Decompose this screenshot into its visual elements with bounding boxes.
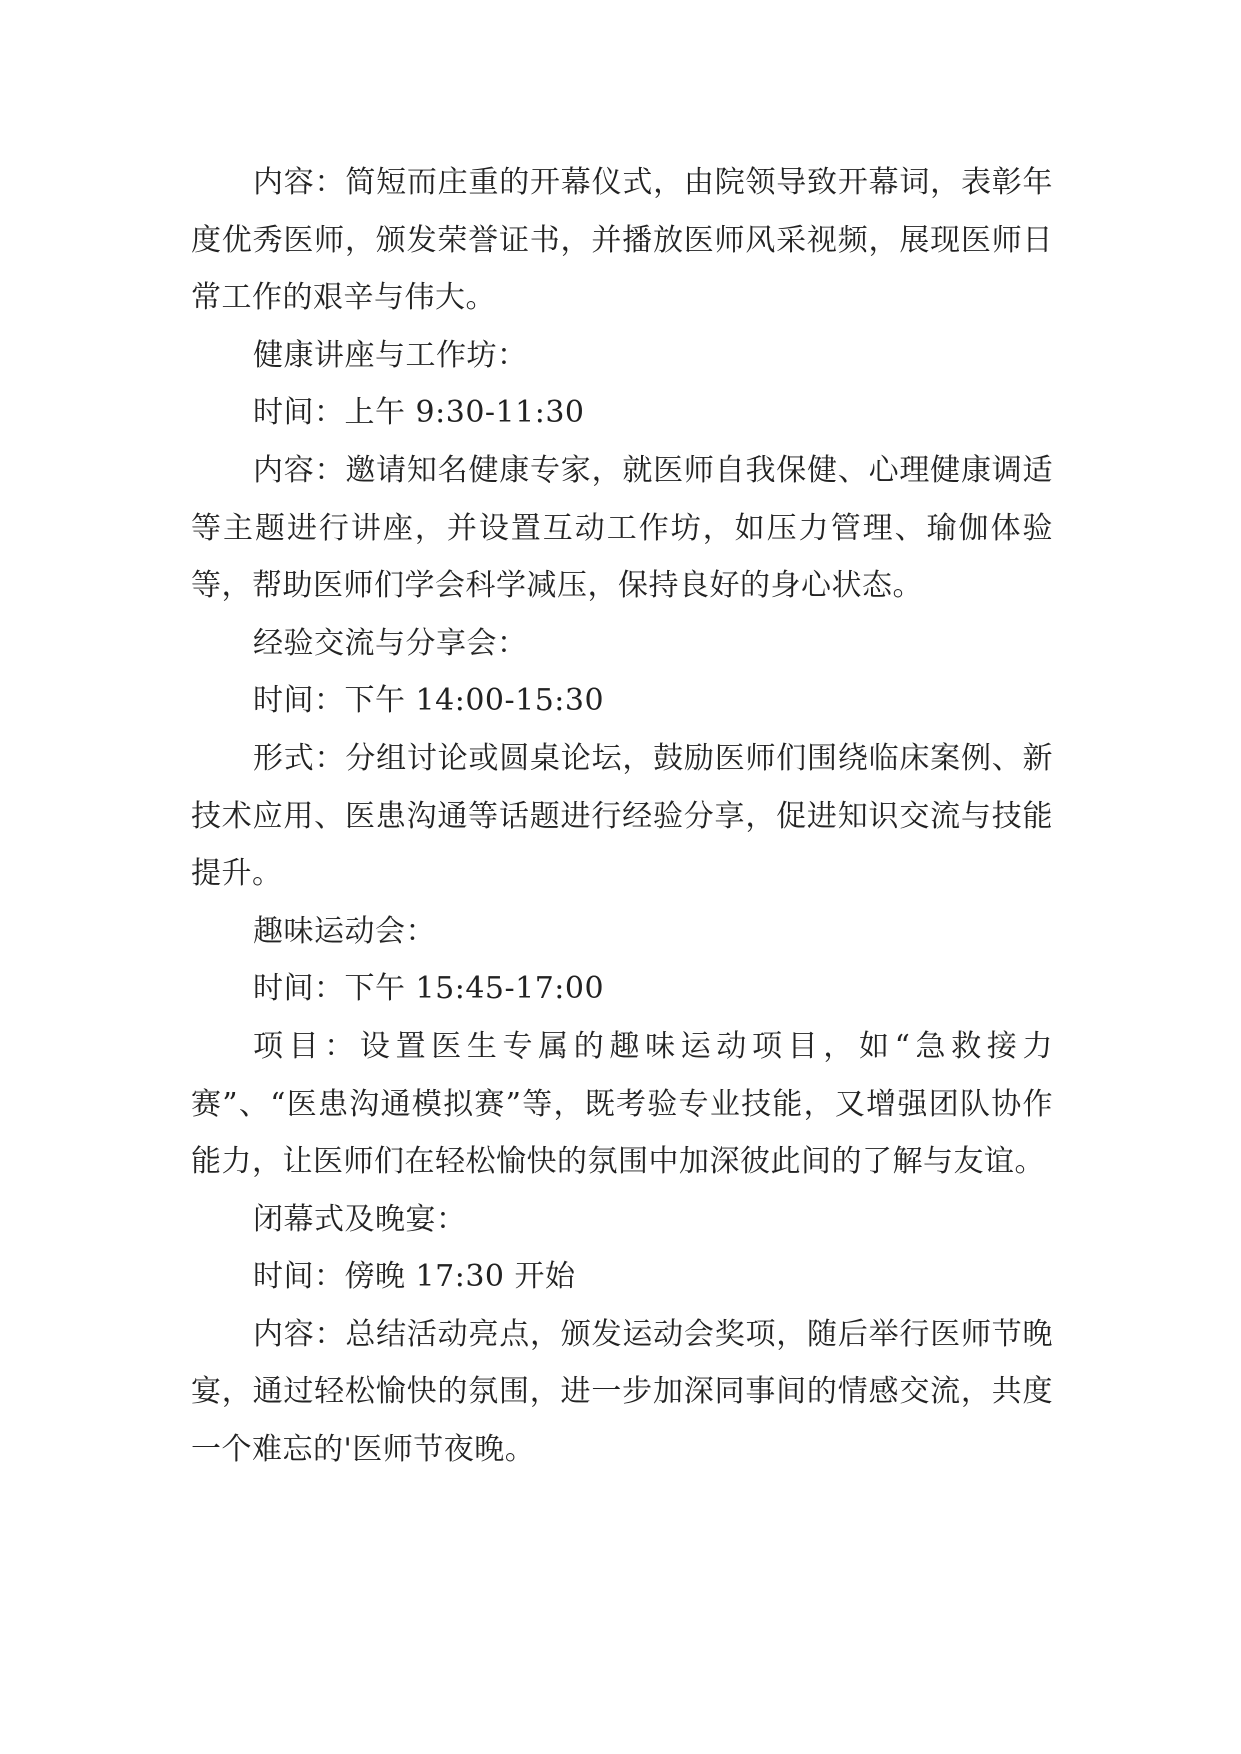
- document-body: [191, 154, 1053, 1479]
- paragraph-experience-exchange-format: 形式：分组讨论或圆桌论坛，鼓励医师们围绕临床案例、新技术应用、医患沟通等话题进行经验分享，促进知识交流与技能提升。: [191, 740, 1053, 892]
- heading-experience-exchange: 经验交流与分享会：: [253, 625, 528, 661]
- paragraph-opening-content: 内容：简短而庄重的开幕仪式，由院领导致开幕词，表彰年度优秀医师，颁发荣誉证书，并播放医师风采视频，展现医师日常工作的艰辛与伟大。: [191, 165, 1053, 316]
- time-sports-meet: 时间：下午 15:45-17:00: [253, 971, 605, 1007]
- heading-sports-meet: 趣味运动会：: [253, 913, 436, 949]
- time-closing-banquet: 时间：傍晚 17:30 开始: [253, 1259, 576, 1295]
- paragraph-closing-banquet-content: 内容：总结活动亮点，颁发运动会奖项，随后举行医师节晚宴，通过轻松愉快的氛围，进一步加深同事间的情感交流，共度一个难忘的'医师节夜晚。: [191, 1316, 1053, 1468]
- time-health-lecture: 时间：上午 9:30-11:30: [253, 395, 585, 431]
- heading-health-lecture: 健康讲座与工作坊：: [253, 337, 528, 373]
- paragraph-health-lecture-content: 内容：邀请知名健康专家，就医师自我保健、心理健康调适等主题进行讲座，并设置互动工作坊，如压力管理、瑜伽体验等，帮助医师们学会科学减压，保持良好的身心状态。: [191, 452, 1053, 604]
- heading-closing-banquet: 闭幕式及晚宴：: [253, 1201, 467, 1237]
- time-experience-exchange: 时间：下午 14:00-15:30: [253, 683, 605, 719]
- paragraph-sports-meet-items: 项目：设置医生专属的趣味运动项目，如“急救接力赛”、“医患沟通模拟赛”等，既考验专业技能，又增强团队协作能力，让医师们在轻松愉快的氛围中加深彼此间的了解与友谊。: [191, 1028, 1053, 1180]
